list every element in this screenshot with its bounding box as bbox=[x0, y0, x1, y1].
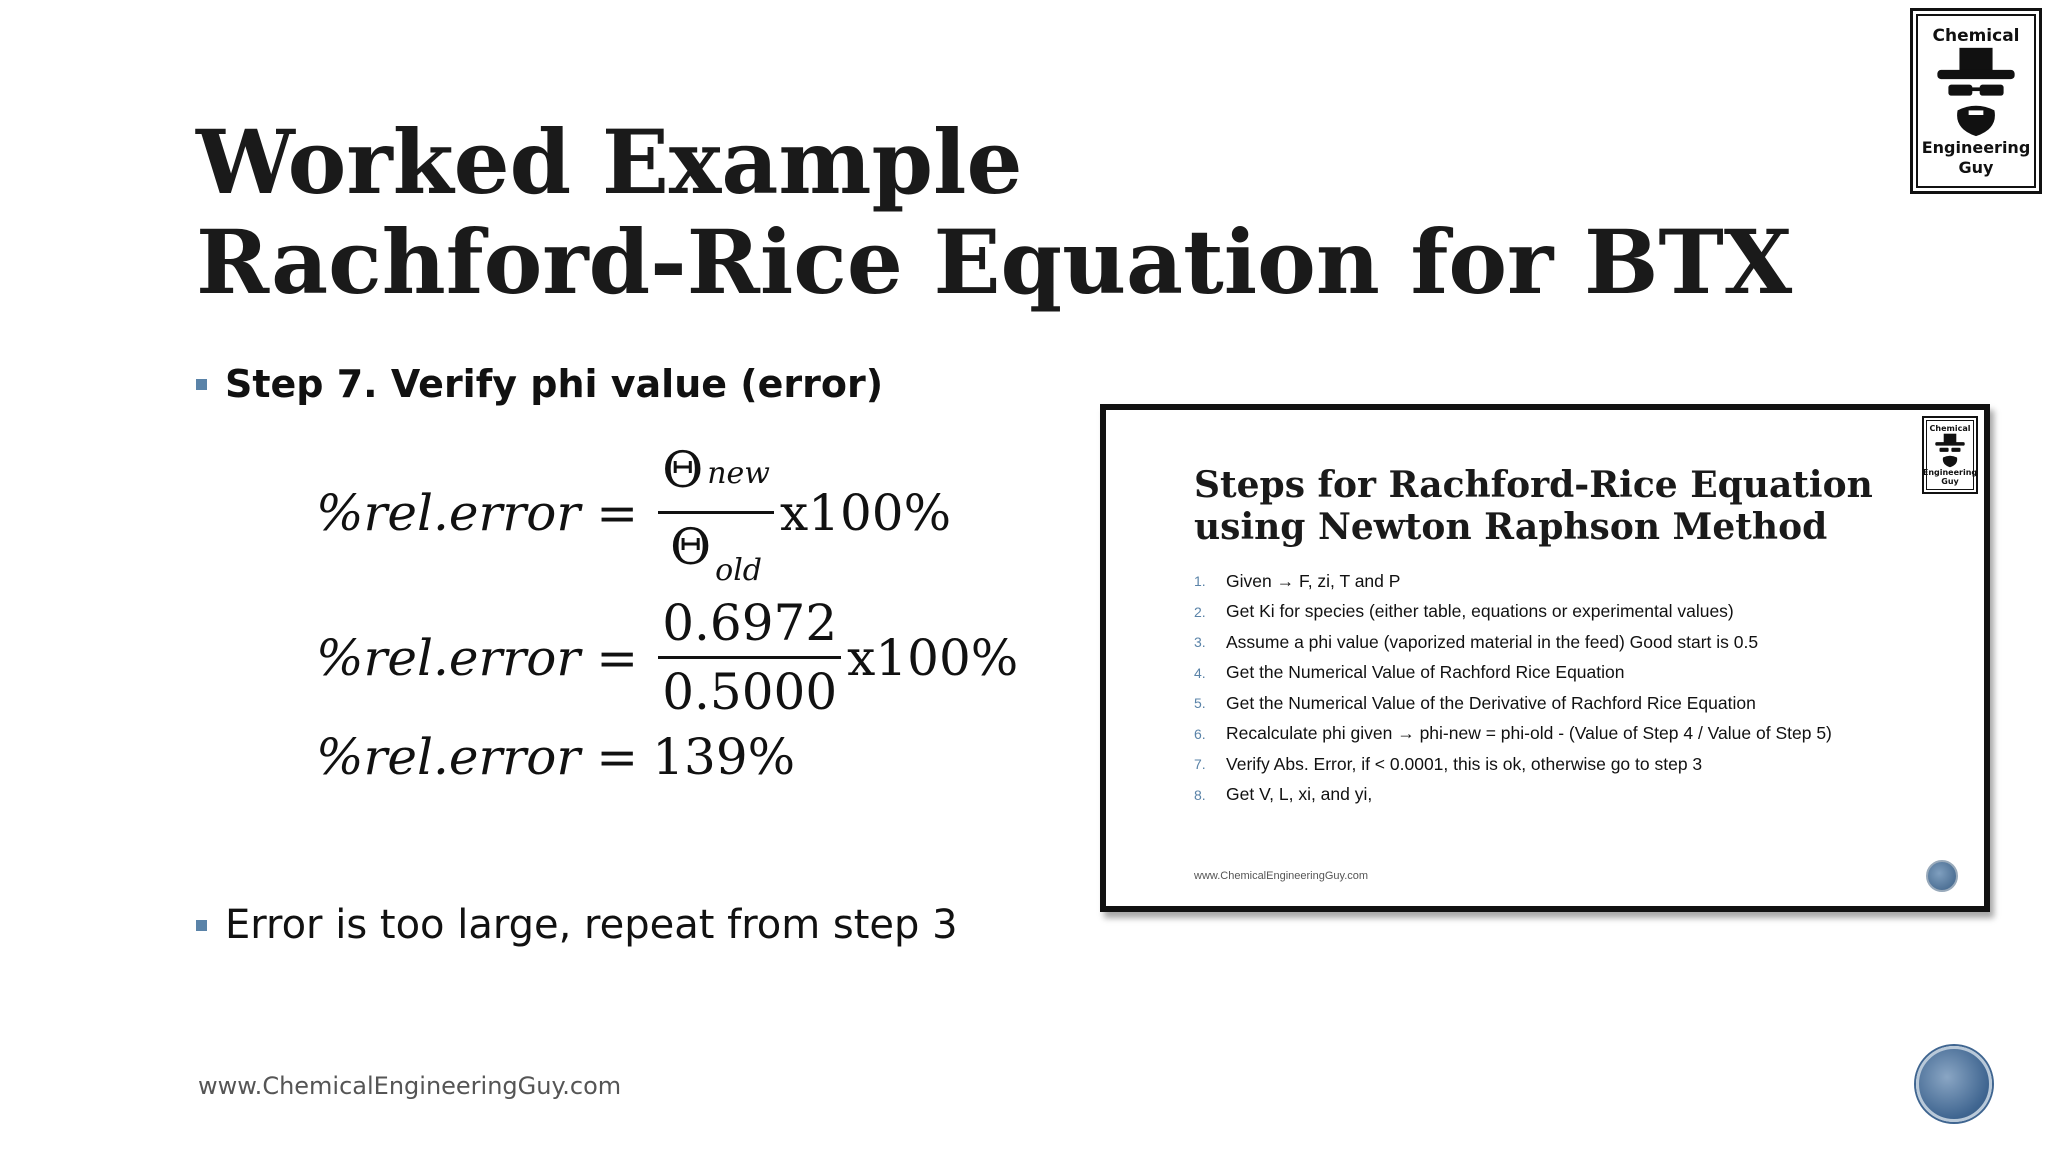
eq1-denominator bbox=[666, 514, 766, 588]
list-item-text: Get V, L, xi, and yi, bbox=[1226, 784, 1373, 805]
list-item-number: 6. bbox=[1194, 725, 1206, 742]
eq1-equals: = bbox=[596, 483, 639, 542]
eq3-lhs: %rel.error bbox=[316, 728, 581, 786]
list-item-number: 7. bbox=[1194, 756, 1206, 773]
eq2-factor: x100% bbox=[847, 628, 1019, 687]
list-item bbox=[1194, 597, 1832, 628]
eq2-numerator: 0.6972 bbox=[662, 594, 838, 652]
list-item bbox=[1194, 719, 1832, 750]
eq2-denominator: 0.5000 bbox=[662, 663, 838, 721]
eq2-lhs: %rel.error bbox=[316, 628, 581, 687]
list-item bbox=[1194, 688, 1832, 719]
list-item-text: Assume a phi value (vaporized material in the feed) Good start is 0.5 bbox=[1226, 631, 1759, 652]
title-line-1: Worked Example bbox=[196, 110, 1023, 214]
footer-url: www.ChemicalEngineeringGuy.com bbox=[198, 1072, 622, 1100]
list-item-number: 2. bbox=[1194, 603, 1206, 620]
bullet-step-text: Step 7. Verify phi value (error) bbox=[225, 362, 884, 406]
eq2-equals: = bbox=[596, 628, 639, 687]
bullet-square-icon bbox=[196, 920, 207, 931]
list-item-number: 5. bbox=[1194, 695, 1206, 712]
equation-formula bbox=[316, 437, 951, 588]
list-item-number: 3. bbox=[1194, 634, 1206, 651]
list-item-text: Get the Numerical Value of Rachford Rice Equation bbox=[1226, 662, 1625, 683]
list-item-text: Given → F, zi, T and P bbox=[1226, 570, 1401, 591]
list-item bbox=[1194, 749, 1832, 780]
equation-substituted bbox=[316, 590, 1018, 725]
equation-result bbox=[316, 728, 795, 786]
inset-circle-icon bbox=[1926, 860, 1958, 892]
list-item-number: 8. bbox=[1194, 786, 1206, 803]
list-item bbox=[1194, 566, 1832, 597]
eq1-lhs: %rel.error bbox=[316, 483, 581, 542]
list-item bbox=[1194, 627, 1832, 658]
list-item-number: 1. bbox=[1194, 573, 1206, 590]
inset-logo-top: Chemical bbox=[1929, 424, 1971, 433]
slide-nav-circle-button[interactable] bbox=[1916, 1046, 1992, 1122]
channel-logo bbox=[1910, 8, 2042, 194]
detective-hat-icon bbox=[1932, 433, 1968, 468]
list-item-text: Get the Numerical Value of the Derivative of Rachford Rice Equation bbox=[1226, 692, 1756, 713]
inset-steps-list bbox=[1194, 566, 1832, 810]
eq3-result: 139% bbox=[652, 728, 796, 786]
list-item-text: Recalculate phi given → phi-new = phi-old - (Value of Step 4 / Value of Step 5) bbox=[1226, 723, 1832, 744]
list-item-number: 4. bbox=[1194, 664, 1206, 681]
theta-symbol: Θ bbox=[662, 441, 704, 499]
inset-title-line-2: using Newton Raphson Method bbox=[1194, 506, 1828, 548]
logo-text-top: Chemical bbox=[1932, 26, 2020, 46]
eq1-numerator bbox=[658, 437, 774, 511]
inset-title bbox=[1194, 464, 1873, 548]
list-item bbox=[1194, 658, 1832, 689]
inset-url: www.ChemicalEngineeringGuy.com bbox=[1194, 870, 1369, 882]
eq1-factor: x100% bbox=[779, 483, 952, 542]
inset-slide bbox=[1100, 404, 1990, 912]
bullet-square-icon bbox=[196, 379, 207, 390]
bullet-conclusion-text: Error is too large, repeat from step 3 bbox=[225, 902, 958, 948]
inset-logo-bottom: Engineering Guy bbox=[1922, 468, 1978, 486]
slide-title bbox=[196, 112, 1792, 312]
bullet-step bbox=[196, 362, 883, 406]
inset-title-line-1: Steps for Rachford-Rice Equation bbox=[1194, 464, 1873, 506]
eq1-fraction bbox=[658, 437, 774, 588]
eq1-sub-old: old bbox=[715, 553, 763, 588]
bullet-conclusion bbox=[196, 902, 958, 948]
eq2-fraction bbox=[658, 590, 841, 725]
inset-logo bbox=[1922, 416, 1978, 494]
list-item-text: Verify Abs. Error, if < 0.0001, this is ok, otherwise go to step 3 bbox=[1226, 753, 1703, 774]
logo-text-bottom: Engineering Guy bbox=[1921, 138, 2031, 177]
eq3-equals: = bbox=[596, 728, 639, 786]
title-line-2: Rachford-Rice Equation for BTX bbox=[196, 210, 1793, 314]
list-item-text: Get Ki for species (either table, equations or experimental values) bbox=[1226, 601, 1734, 622]
detective-hat-icon bbox=[1928, 46, 2024, 138]
theta-symbol: Θ bbox=[670, 518, 712, 576]
list-item bbox=[1194, 780, 1832, 811]
eq1-sub-new: new bbox=[707, 456, 770, 491]
